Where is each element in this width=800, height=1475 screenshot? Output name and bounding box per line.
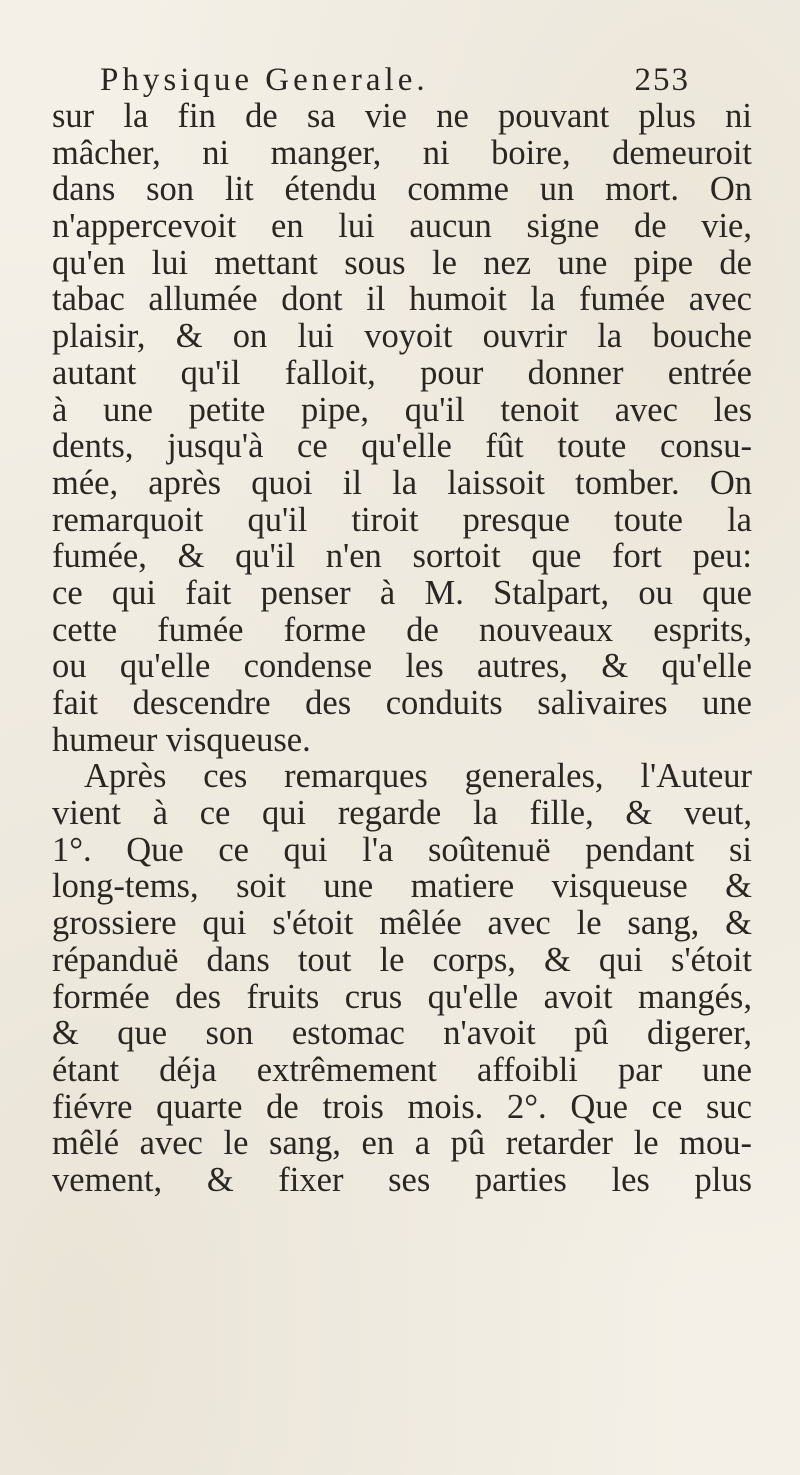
text-line: remarquoit qu'il tiroit presque toute la <box>52 500 752 539</box>
text-line: grossiere qui s'étoit mêlée avec le sang, & <box>52 904 752 943</box>
text-line: mêlé avec le sang, en a pû retarder le mou- <box>52 1124 752 1163</box>
running-head-title: Physique Generale. <box>100 62 429 98</box>
text-line: à une petite pipe, qu'il tenoit avec les <box>52 390 752 429</box>
text-line: long-tems, soit une matiere visqueuse & <box>52 867 752 906</box>
text-line: autant qu'il falloit, pour donner entrée <box>52 353 752 392</box>
text-line: dans son lit étendu comme un mort. On <box>52 170 752 209</box>
text-line: & que son estomac n'avoit pû digerer, <box>52 1014 752 1053</box>
text-line: dents, jusqu'à ce qu'elle fût toute consu- <box>52 427 752 466</box>
text-line: mâcher, ni manger, ni boire, demeuroit <box>52 133 752 172</box>
text-line: sur la fin de sa vie ne pouvant plus ni <box>52 97 752 135</box>
body-text <box>52 98 752 1199</box>
text-line: Après ces remarques generales, l'Auteur <box>84 757 752 796</box>
text-line: 1°. Que ce qui l'a soûtenuë pendant si <box>52 830 752 869</box>
text-line: fiévre quarte de trois mois. 2°. Que ce suc <box>52 1087 752 1126</box>
text-line: ou qu'elle condense les autres, & qu'elle <box>52 647 752 686</box>
page-number: 253 <box>634 62 690 98</box>
text-line: cette fumée forme de nouveaux esprits, <box>52 610 752 649</box>
text-line: qu'en lui mettant sous le nez une pipe de <box>52 243 752 282</box>
text-line: répanduë dans tout le corps, & qui s'étoit <box>52 940 752 979</box>
running-head <box>100 62 700 102</box>
text-line: vement, & fixer ses parties les plus <box>52 1160 752 1199</box>
text-line: formée des fruits crus qu'elle avoit mangés, <box>52 977 752 1016</box>
text-line: tabac allumée dont il humoit la fumée avec <box>52 280 752 319</box>
text-line: humeur visqueuse. <box>52 720 311 759</box>
text-line: fumée, & qu'il n'en sortoit que fort peu: <box>52 537 752 576</box>
text-line: vient à ce qui regarde la fille, & veut, <box>52 794 752 833</box>
text-line: étant déja extrêmement affoibli par une <box>52 1050 752 1089</box>
text-line: n'appercevoit en lui aucun signe de vie, <box>52 207 752 246</box>
text-line: ce qui fait penser à M. Stalpart, ou que <box>52 573 752 612</box>
text-line: fait descendre des conduits salivaires une <box>52 684 752 722</box>
text-line: plaisir, & on lui voyoit ouvrir la bouche <box>52 317 752 356</box>
text-line: mée, après quoi il la laissoit tomber. On <box>52 463 752 502</box>
